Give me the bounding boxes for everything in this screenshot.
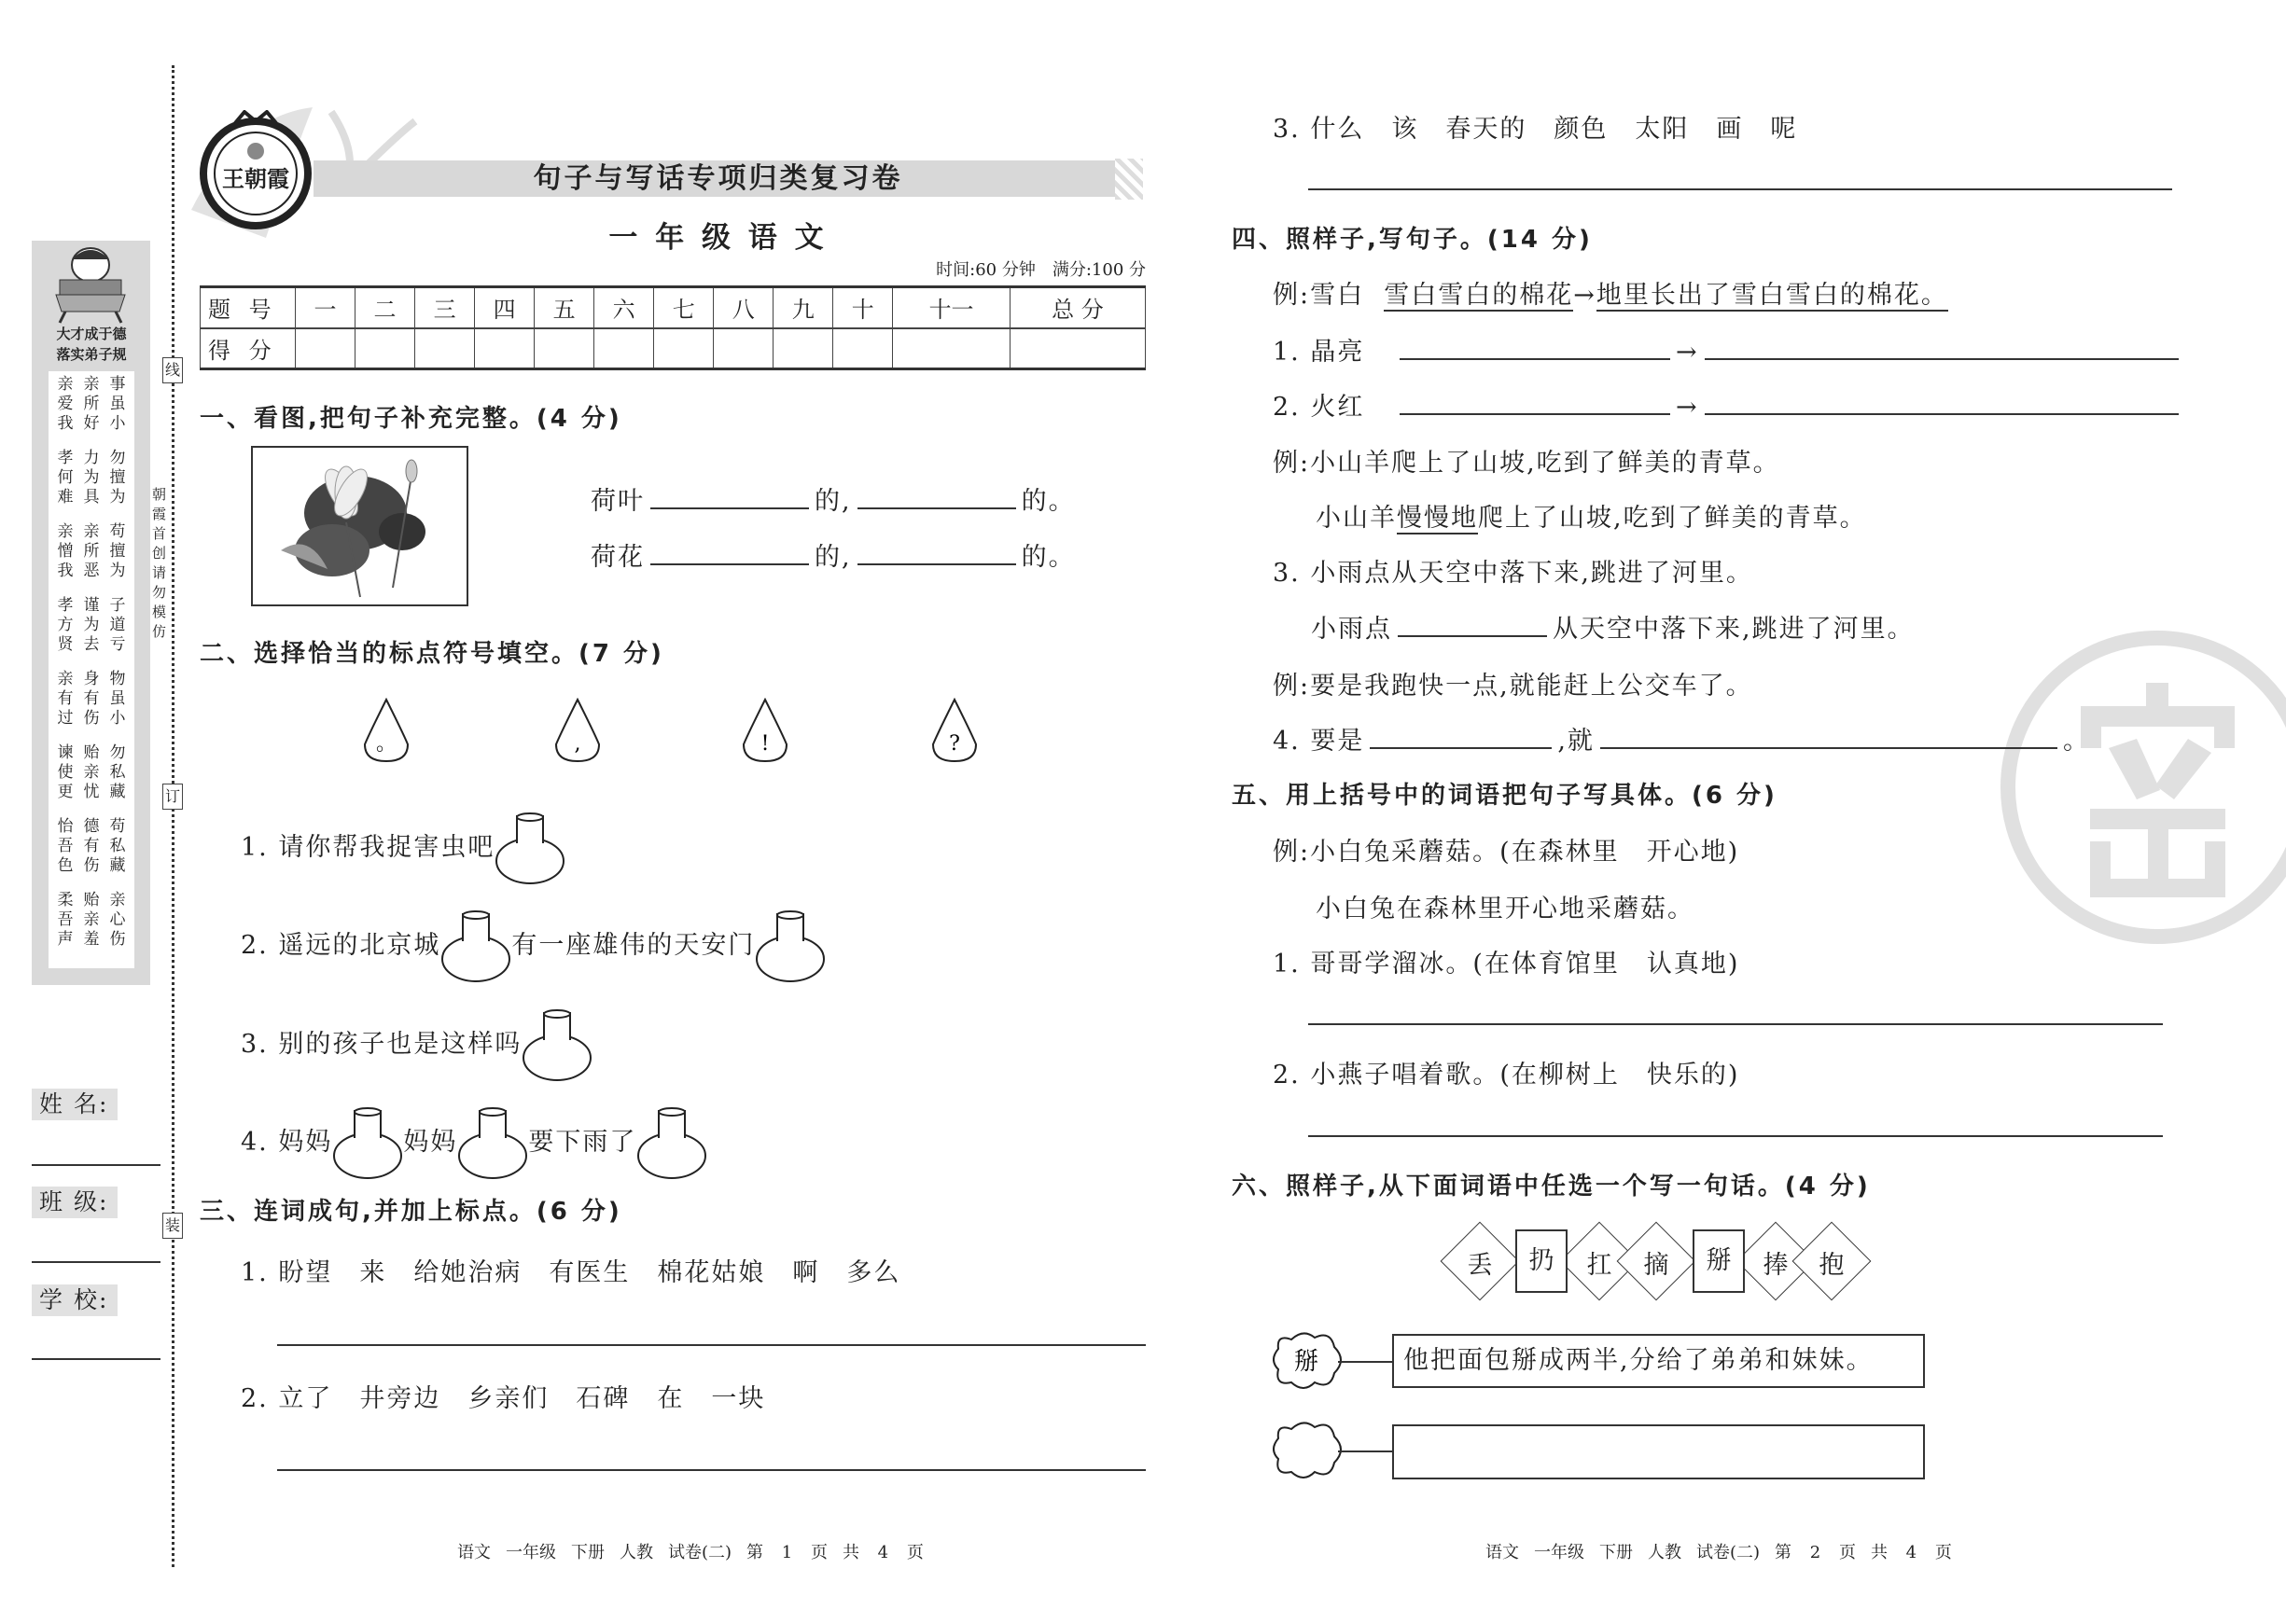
poem-char: 勿 xyxy=(109,743,126,762)
score-cell[interactable] xyxy=(654,328,714,369)
section-4-title: 四、照样子,写句子。(14 分) xyxy=(1232,226,1593,254)
svg-text:!: ! xyxy=(760,732,770,756)
poem-char: 亲 xyxy=(83,763,100,782)
blank-field[interactable] xyxy=(650,541,809,565)
vase-blank-icon[interactable] xyxy=(440,910,511,983)
vase-blank-icon[interactable] xyxy=(755,910,826,983)
write-question-3: 3. 小雨点从天空中落下来,跳进了河里。 xyxy=(1273,559,1753,588)
example: 例:小白兔采蘑菇。(在森林里 开心地) xyxy=(1273,838,1740,867)
poem-char: 力 xyxy=(83,449,100,467)
motto-line: 落实弟子规 xyxy=(56,346,127,363)
flower-blank-icon[interactable] xyxy=(1273,1418,1347,1483)
score-cell[interactable] xyxy=(1010,328,1145,369)
svg-text:掰: 掰 xyxy=(1293,1348,1319,1376)
fill-row-lotus-flower xyxy=(591,536,1076,573)
dizigui-poem xyxy=(49,371,134,968)
poem-char: 勿 xyxy=(109,449,126,467)
poem-char: 亲 xyxy=(57,670,74,688)
row-lead: 荷叶 xyxy=(591,487,645,516)
poem-char: 藏 xyxy=(109,856,126,875)
section-5-title: 五、用上括号中的词语把句子写具体。(6 分) xyxy=(1232,782,1777,810)
connector xyxy=(1338,1450,1392,1452)
school-label: 学 校: xyxy=(32,1284,118,1316)
table-header-cell: 五 xyxy=(535,287,594,328)
score-cell[interactable] xyxy=(833,328,893,369)
word-label: 抱 xyxy=(1819,1251,1845,1280)
vase-blank-icon[interactable] xyxy=(636,1107,707,1180)
poem-char: 难 xyxy=(57,488,74,507)
footer-item: 语文 xyxy=(1485,1543,1519,1562)
blank-field[interactable] xyxy=(1705,391,2179,415)
score-cell[interactable] xyxy=(594,328,654,369)
example-phrase: 雪白雪白的棉花 xyxy=(1384,281,1574,310)
section-3-title: 三、连词成句,并加上标点。(6 分) xyxy=(200,1198,622,1226)
table-header-cell: 七 xyxy=(654,287,714,328)
punct-question-4 xyxy=(241,1107,707,1180)
poem-char: 苟 xyxy=(109,522,126,541)
table-header-cell: 十 xyxy=(833,287,893,328)
poem-char: 吾 xyxy=(57,837,74,855)
poem-char: 吾 xyxy=(57,910,74,929)
text: 小山羊 xyxy=(1316,504,1397,533)
text: 小雨点 xyxy=(1311,615,1392,644)
poem-char: 心 xyxy=(109,910,126,929)
poem-char: 为 xyxy=(83,468,100,487)
poem-char: 苟 xyxy=(109,817,126,836)
page-subtitle: 一 年 级 语 文 xyxy=(608,221,828,255)
footer-item: 共 4 页 xyxy=(842,1543,924,1562)
footer-item: 第 2 页 xyxy=(1775,1543,1856,1562)
row-end: 的。 xyxy=(1021,487,1076,516)
poem-char: 所 xyxy=(83,395,100,413)
score-cell[interactable] xyxy=(296,328,355,369)
poem-char: 孝 xyxy=(57,449,74,467)
reorder-question-3: 3. 什么 该 春天的 颜色 太阳 画 呢 xyxy=(1273,115,1798,144)
write-question-1 xyxy=(1273,331,2179,368)
footer-item: 共 4 页 xyxy=(1870,1543,1952,1562)
poem-char: 虽 xyxy=(109,689,126,708)
poem-char: 羞 xyxy=(83,930,100,949)
question-text: 要下雨了 xyxy=(528,1128,637,1157)
footer-item: 人教 xyxy=(1648,1543,1681,1562)
poem-char: 藏 xyxy=(109,783,126,801)
punct-question-3 xyxy=(241,1009,592,1082)
class-field[interactable] xyxy=(32,1261,160,1263)
poem-char: 伤 xyxy=(83,709,100,728)
write-question-4 xyxy=(1273,720,2090,756)
table-header-cell: 六 xyxy=(594,287,654,328)
write-question-3-answer xyxy=(1311,608,1915,645)
blank-field[interactable] xyxy=(1370,725,1552,749)
brand-logo xyxy=(198,110,314,229)
footer-item: 语文 xyxy=(457,1543,491,1562)
class-label: 班 级: xyxy=(32,1187,118,1218)
poem-char: 小 xyxy=(109,414,126,433)
answer-line[interactable] xyxy=(277,1469,1146,1471)
poem-char: 为 xyxy=(83,616,100,634)
row-mid: 的, xyxy=(815,543,852,572)
punctuation-drop xyxy=(552,698,603,763)
footer-item: 下册 xyxy=(1599,1543,1633,1562)
blank-field[interactable] xyxy=(1600,725,2057,749)
table-header-cell: 题 号 xyxy=(201,287,296,328)
page-title: 句子与写话专项归类复习卷 xyxy=(533,162,903,195)
footer-right xyxy=(1485,1539,1967,1563)
question-text: 1. 晶亮 xyxy=(1273,338,1365,367)
word-box: 扔 xyxy=(1515,1229,1568,1293)
underlined-word: 慢慢地 xyxy=(1397,504,1478,533)
sidebar-motto xyxy=(34,324,149,365)
poem-char: 伤 xyxy=(109,930,126,949)
section-1-title: 一、看图,把句子补充完整。(4 分) xyxy=(200,405,622,433)
poem-char: 爱 xyxy=(57,395,74,413)
table-header-cell: 十一 xyxy=(893,287,1011,328)
binding-seal: 装 xyxy=(162,1213,183,1239)
blank-field[interactable] xyxy=(1705,336,2179,360)
poem-char: 好 xyxy=(83,414,100,433)
student-cartoon-icon xyxy=(47,244,135,324)
poem-char: 具 xyxy=(83,488,100,507)
text: 4. 要是 xyxy=(1273,727,1365,756)
binding-seal: 线 xyxy=(162,357,183,383)
school-field[interactable] xyxy=(32,1358,160,1360)
poem-char: 憎 xyxy=(57,542,74,561)
text: 。 xyxy=(2062,727,2090,756)
word-label: 摘 xyxy=(1643,1251,1669,1280)
name-field[interactable] xyxy=(32,1164,160,1166)
score-cell[interactable] xyxy=(475,328,535,369)
flower-badge-icon xyxy=(1273,1328,1347,1394)
binding-line xyxy=(172,65,174,1567)
svg-text:王朝霞: 王朝霞 xyxy=(222,165,289,192)
poem-char: 去 xyxy=(83,635,100,654)
poem-char: 我 xyxy=(57,562,74,580)
watermark-seal xyxy=(1997,627,2286,949)
blank-field[interactable] xyxy=(1400,391,1670,415)
poem-char: 忧 xyxy=(83,783,100,801)
poem-char: 亲 xyxy=(83,375,100,394)
answer-line[interactable] xyxy=(277,1344,1146,1346)
answer-sentence-box[interactable] xyxy=(1392,1424,1925,1479)
poem-char: 谨 xyxy=(83,596,100,615)
footer-item: 人教 xyxy=(620,1543,653,1562)
poem-char: 何 xyxy=(57,468,74,487)
motto-line: 大才成于德 xyxy=(56,326,127,342)
lotus-image xyxy=(251,446,468,606)
score-table xyxy=(200,285,1146,370)
svg-text:。: 。 xyxy=(375,732,397,756)
poem-char: 亲 xyxy=(83,522,100,541)
poem-char: 谏 xyxy=(57,743,74,762)
poem-char: 更 xyxy=(57,783,74,801)
question-text: 1. 请你帮我捉害虫吧 xyxy=(241,833,495,862)
poem-char: 亲 xyxy=(109,891,126,909)
poem-char: 恶 xyxy=(83,562,100,580)
vase-blank-icon[interactable] xyxy=(457,1107,528,1180)
poem-char: 伤 xyxy=(83,856,100,875)
example-lead: 例:雪白 xyxy=(1273,281,1365,310)
svg-text:?: ? xyxy=(949,732,960,756)
section-6-title: 六、照样子,从下面词语中任选一个写一句话。(4 分) xyxy=(1232,1173,1871,1201)
score-cell[interactable] xyxy=(415,328,475,369)
poem-char: 方 xyxy=(57,616,74,634)
question-text: 3. 别的孩子也是这样吗 xyxy=(241,1030,523,1059)
question-text: 妈妈 xyxy=(403,1128,458,1157)
example-2: 例:小山羊爬上了山坡,吃到了鲜美的青草。 xyxy=(1273,449,1780,478)
poem-char: 我 xyxy=(57,414,74,433)
vase-blank-icon[interactable] xyxy=(522,1009,592,1082)
poem-char: 擅 xyxy=(109,468,126,487)
binding-seal: 订 xyxy=(162,784,183,810)
reorder-question-2: 2. 立了 井旁边 乡亲们 石碑 在 一块 xyxy=(241,1384,766,1413)
poem-char: 德 xyxy=(83,817,100,836)
answer-line[interactable] xyxy=(1308,188,2172,190)
punct-question-1 xyxy=(241,812,565,885)
fill-row-lotus-leaf xyxy=(591,480,1076,517)
write-question-2 xyxy=(1273,386,2179,423)
example-2-answer xyxy=(1316,497,1867,534)
poem-char: 使 xyxy=(57,763,74,782)
answer-line[interactable] xyxy=(1308,1135,2163,1137)
poem-char: 有 xyxy=(83,689,100,708)
margin-note: 朝霞首创 请勿模仿 xyxy=(152,486,167,640)
section-2-title: 二、选择恰当的标点符号填空。(7 分) xyxy=(200,640,664,668)
poem-char: 怡 xyxy=(57,817,74,836)
poem-char: 虽 xyxy=(109,395,126,413)
poem-char: 亲 xyxy=(57,375,74,394)
poem-char: 擅 xyxy=(109,542,126,561)
example-1 xyxy=(1273,274,1948,311)
question-text: 2. 遥远的北京城 xyxy=(241,931,441,960)
arrow: → xyxy=(1676,338,1699,367)
reorder-question-1: 1. 盼望 来 给她治病 有医生 棉花姑娘 啊 多么 xyxy=(241,1258,901,1287)
poem-char: 所 xyxy=(83,542,100,561)
score-row-label: 得 分 xyxy=(201,328,296,369)
expand-question-1: 1. 哥哥学溜冰。(在体育馆里 认真地) xyxy=(1273,950,1740,979)
poem-char: 子 xyxy=(109,596,126,615)
example-sentence-box: 他把面包掰成两半,分给了弟弟和妹妹。 xyxy=(1392,1334,1925,1388)
punctuation-drop xyxy=(929,698,980,763)
question-text: 4. 妈妈 xyxy=(241,1128,333,1157)
poem-char: 小 xyxy=(109,709,126,728)
poem-char: 亲 xyxy=(57,522,74,541)
punct-question-2 xyxy=(241,910,826,983)
connector xyxy=(1338,1361,1392,1363)
footer-item: 下册 xyxy=(571,1543,605,1562)
poem-char: 私 xyxy=(109,837,126,855)
poem-char: 有 xyxy=(57,689,74,708)
table-header-cell: 总 分 xyxy=(1010,287,1145,328)
row-lead: 荷花 xyxy=(591,543,645,572)
footer-item: 一年级 xyxy=(506,1543,556,1562)
word-label: 扛 xyxy=(1586,1251,1612,1280)
punctuation-drop xyxy=(740,698,790,763)
name-label: 姓 名: xyxy=(32,1089,118,1120)
table-header-cell: 四 xyxy=(475,287,535,328)
poem-char: 贻 xyxy=(83,891,100,909)
poem-char: 事 xyxy=(109,375,126,394)
vase-blank-icon[interactable] xyxy=(495,812,565,885)
svg-text:,: , xyxy=(574,732,581,756)
poem-char: 柔 xyxy=(57,891,74,909)
blank-field[interactable] xyxy=(857,485,1016,509)
example-3: 例:要是我跑快一点,就能赶上公交车了。 xyxy=(1273,672,1753,701)
table-header-cell: 一 xyxy=(296,287,355,328)
score-cell[interactable] xyxy=(714,328,774,369)
score-cell[interactable] xyxy=(355,328,415,369)
punctuation-drop xyxy=(361,698,411,763)
arrow: → xyxy=(1676,393,1699,422)
blank-field[interactable] xyxy=(1398,613,1547,637)
table-header-cell: 八 xyxy=(714,287,774,328)
time-info: 时间:60 分钟 满分:100 分 xyxy=(936,260,1146,280)
example-sentence: 地里长出了雪白雪白的棉花。 xyxy=(1596,281,1948,310)
footer-item: 试卷(二) xyxy=(1696,1543,1761,1562)
blank-field[interactable] xyxy=(650,485,809,509)
poem-char: 色 xyxy=(57,856,74,875)
row-mid: 的, xyxy=(815,487,852,516)
table-header-cell: 九 xyxy=(774,287,833,328)
vase-blank-icon[interactable] xyxy=(332,1107,403,1180)
poem-char: 贻 xyxy=(83,743,100,762)
word-label: 捧 xyxy=(1763,1251,1789,1280)
poem-char: 有 xyxy=(83,837,100,855)
table-header-cell: 三 xyxy=(415,287,475,328)
blank-field[interactable] xyxy=(1400,336,1670,360)
footer-item: 一年级 xyxy=(1534,1543,1584,1562)
table-header-cell: 二 xyxy=(355,287,415,328)
question-text: 2. 火红 xyxy=(1273,393,1365,422)
footer-item: 第 1 页 xyxy=(746,1543,828,1562)
score-cell[interactable] xyxy=(774,328,833,369)
poem-char: 物 xyxy=(109,670,126,688)
poem-char: 亲 xyxy=(83,910,100,929)
poem-char: 孝 xyxy=(57,596,74,615)
poem-char: 道 xyxy=(109,616,126,634)
poem-char: 为 xyxy=(109,562,126,580)
poem-char: 亏 xyxy=(109,635,126,654)
question-text: 有一座雄伟的天安门 xyxy=(511,931,756,960)
text: 从天空中落下来,跳进了河里。 xyxy=(1553,615,1915,644)
expand-question-2: 2. 小燕子唱着歌。(在柳树上 快乐的) xyxy=(1273,1061,1740,1090)
poem-char: 贤 xyxy=(57,635,74,654)
poem-char: 声 xyxy=(57,930,74,949)
score-cell[interactable] xyxy=(893,328,1011,369)
word-box: 掰 xyxy=(1693,1229,1745,1293)
footer-left xyxy=(457,1539,939,1563)
word-label: 丢 xyxy=(1467,1251,1493,1280)
poem-char: 私 xyxy=(109,763,126,782)
poem-char: 为 xyxy=(109,488,126,507)
poem-char: 身 xyxy=(83,670,100,688)
arrow: → xyxy=(1573,281,1596,310)
text: 爬上了山坡,吃到了鲜美的青草。 xyxy=(1478,504,1867,533)
score-cell[interactable] xyxy=(535,328,594,369)
answer-line[interactable] xyxy=(1308,1023,2163,1025)
example-answer: 小白兔在森林里开心地采蘑菇。 xyxy=(1316,895,1694,923)
footer-item: 试卷(二) xyxy=(668,1543,732,1562)
blank-field[interactable] xyxy=(857,541,1016,565)
text: ,就 xyxy=(1557,727,1595,756)
row-end: 的。 xyxy=(1021,543,1076,572)
poem-char: 过 xyxy=(57,709,74,728)
